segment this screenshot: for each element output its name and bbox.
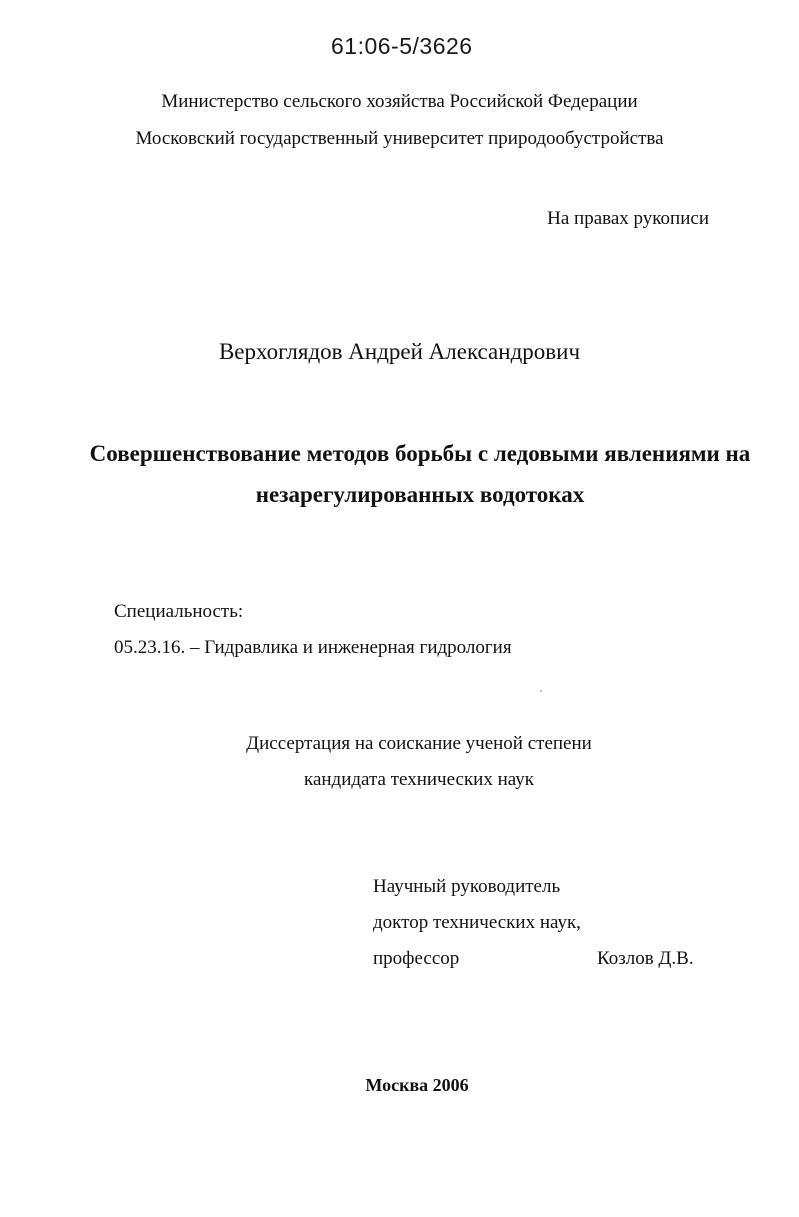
- specialty-value: 05.23.16. – Гидравлика и инженерная гидрология: [114, 637, 512, 658]
- rights-note: На правах рукописи: [547, 208, 709, 229]
- specialty-label: Специальность:: [114, 601, 244, 622]
- scan-speck: [540, 690, 542, 692]
- supervisor-degree: доктор технических наук,: [373, 912, 581, 933]
- author-name: Верхоглядов Андрей Александрович: [218, 339, 581, 364]
- university-name: Московский государственный университет природообустройства: [135, 128, 664, 149]
- dissertation-line-2: кандидата технических наук: [304, 769, 534, 790]
- supervisor-rank: профессор: [373, 948, 460, 969]
- dissertation-line-1: Диссертация на соискание ученой степени: [246, 733, 592, 754]
- thesis-title-line-1: Совершенствование методов борьбы с ледовыми явлениями на: [89, 441, 751, 466]
- supervisor-label: Научный руководитель: [373, 876, 561, 897]
- thesis-title-line-2: незарегулированных водотоках: [255, 482, 585, 507]
- ministry-name: Министерство сельского хозяйства Российской Федерации: [161, 91, 638, 112]
- thesis-title: [0, 441, 799, 523]
- supervisor-name: Козлов Д.В.: [597, 948, 694, 969]
- archive-stamp: 61:06-5/3626: [331, 33, 473, 59]
- city-year: Москва 2006: [365, 1075, 469, 1095]
